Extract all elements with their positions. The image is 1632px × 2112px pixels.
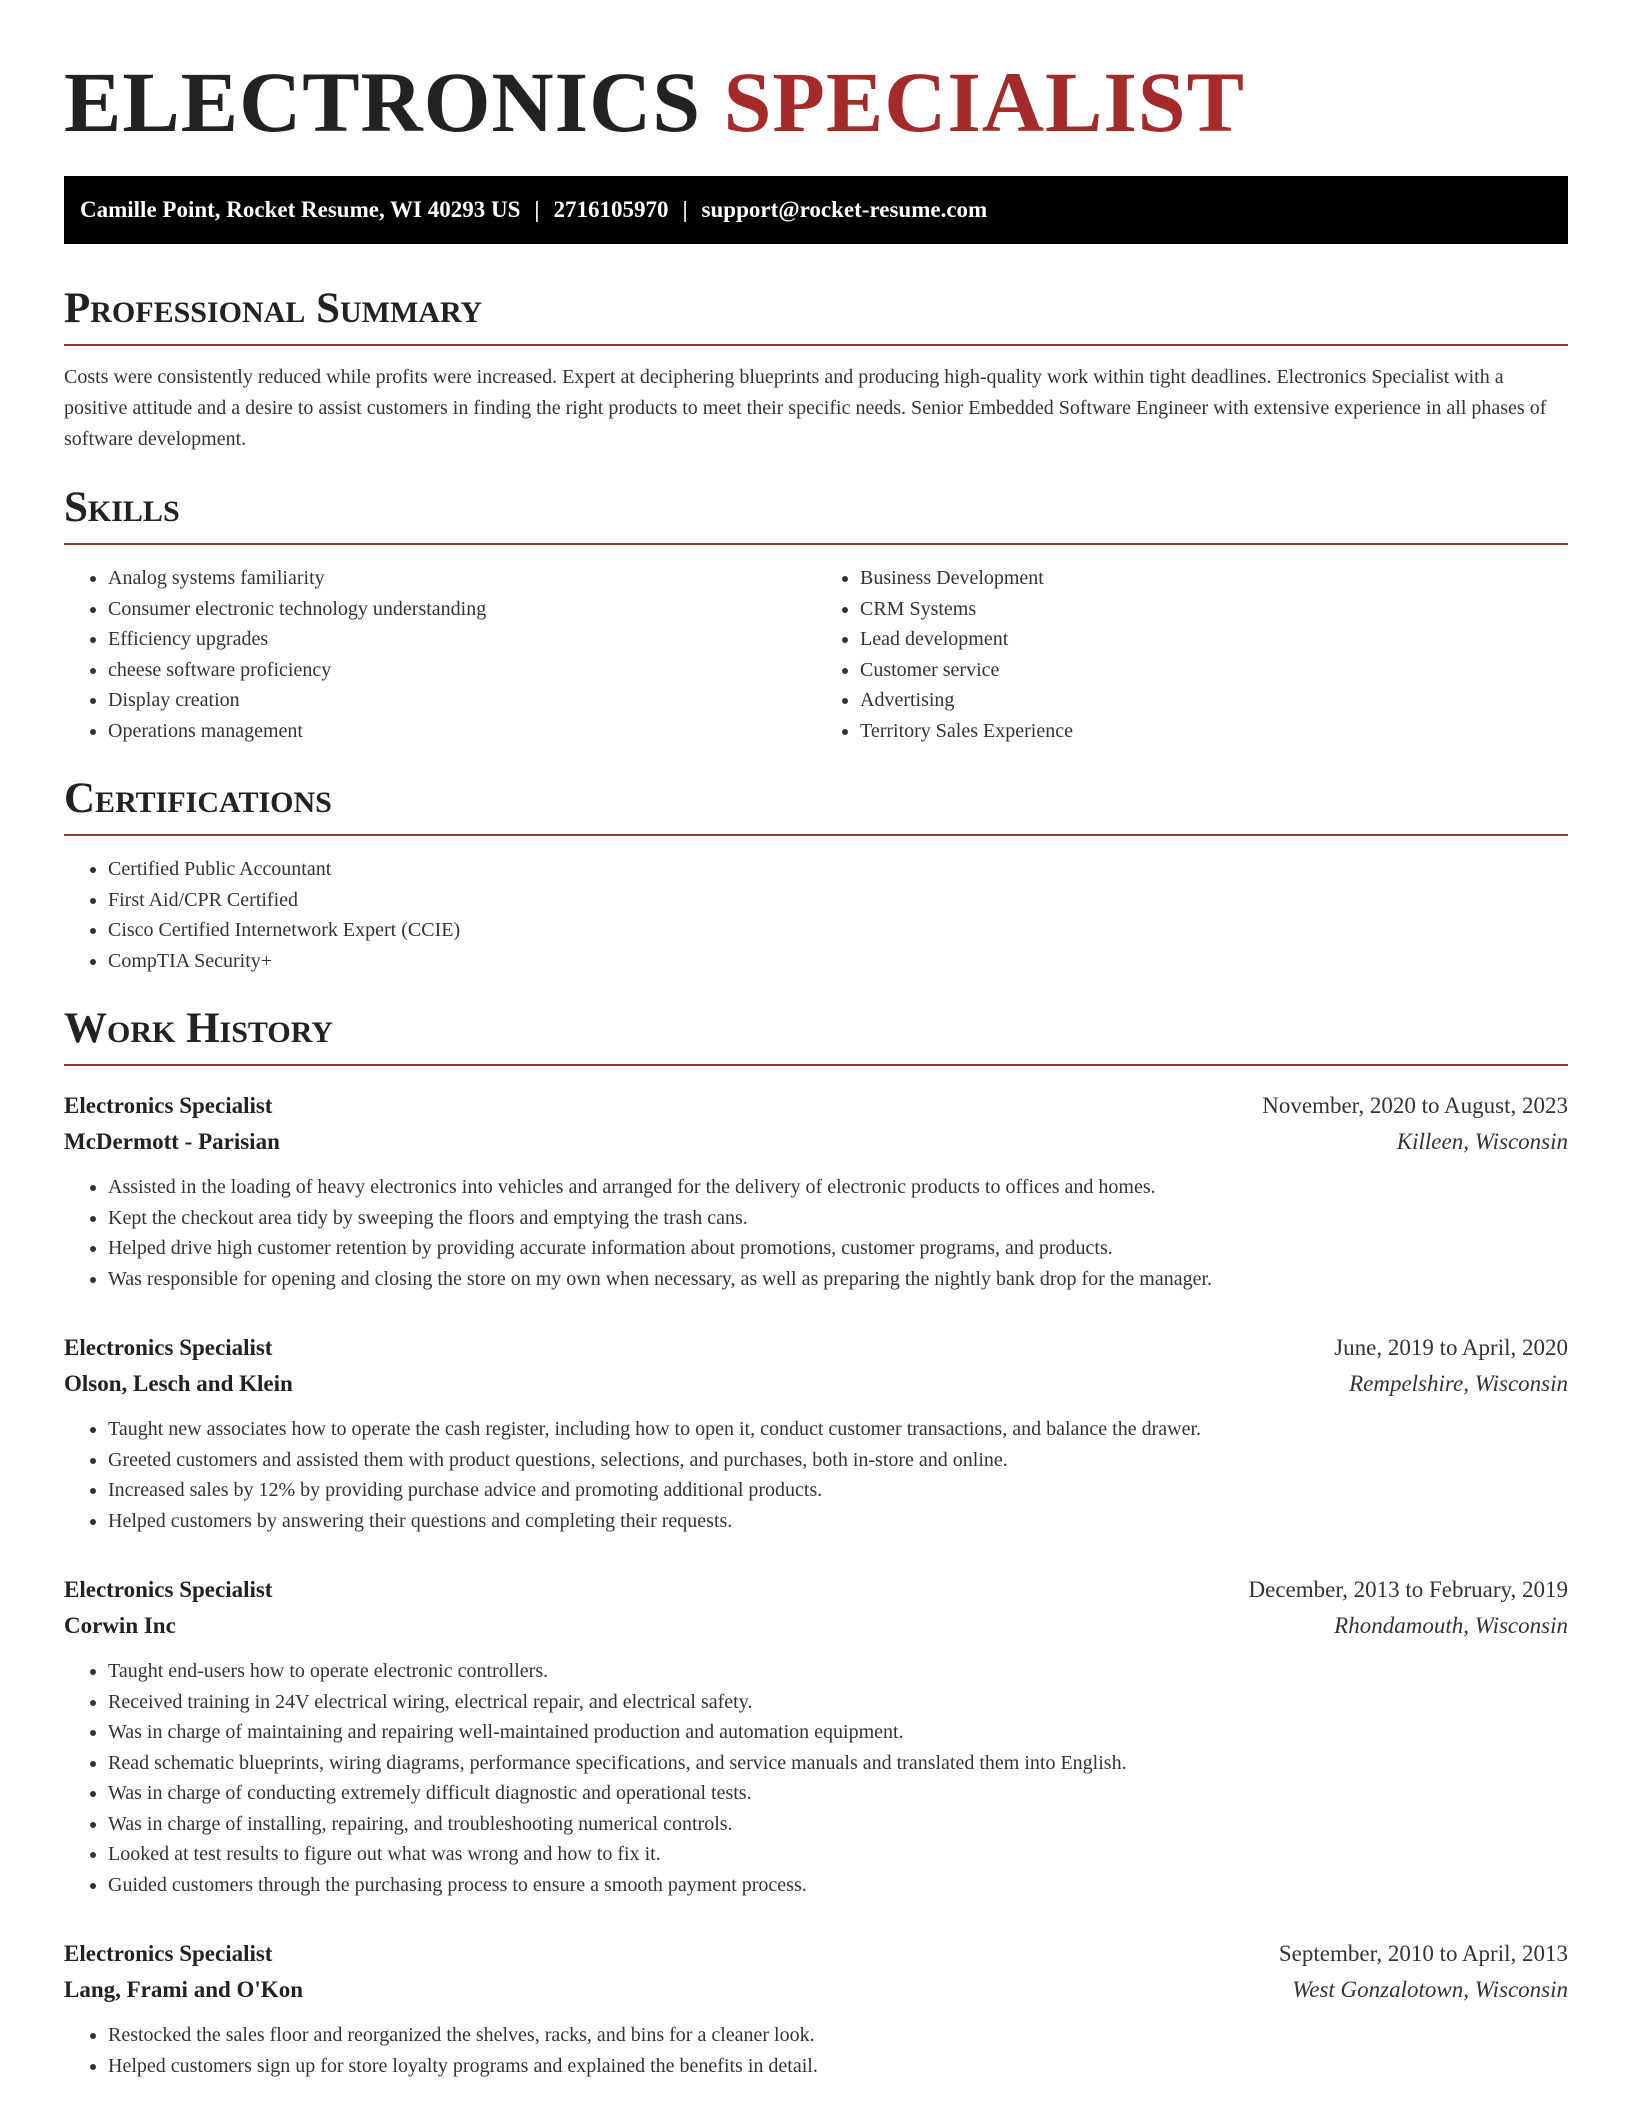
job-bullet: • Taught end-users how to operate electronic controllers. — [108, 1656, 1568, 1687]
job-bullet: • Looked at test results to figure out what was wrong and how to fix it. — [108, 1839, 1568, 1870]
job-bullet: • Assisted in the loading of heavy electronics into vehicles and arranged for the delivery of electronic products to offices and homes. — [108, 1172, 1568, 1203]
job-dates: November, 2020 to August, 2023 — [1262, 1093, 1568, 1118]
job-bullet: • Received training in 24V electrical wiring, electrical repair, and electrical safety. — [108, 1687, 1568, 1718]
contact-separator: | — [534, 197, 540, 222]
resume-name — [64, 52, 1568, 152]
job-bullet: • Helped drive high customer retention by providing accurate information about promotions, customer programs, and products. — [108, 1233, 1568, 1264]
contact-email: support@rocket-resume.com — [701, 197, 988, 222]
certifications-heading: Certifications — [64, 774, 1568, 836]
skill-item: • Customer service — [860, 655, 1568, 686]
job-company: Corwin Inc — [64, 1613, 176, 1638]
skill-item: • Consumer electronic technology understanding — [108, 594, 816, 625]
job-location: Rempelshire, Wisconsin — [1349, 1371, 1568, 1396]
name-second: SPECIALIST — [723, 54, 1245, 150]
certification-item: • First Aid/CPR Certified — [108, 885, 1568, 916]
job-bullets — [64, 2020, 1568, 2081]
skill-item: • CRM Systems — [860, 594, 1568, 625]
job-header-row — [64, 1572, 1568, 1608]
skill-item: • Display creation — [108, 685, 816, 716]
skill-item: • Operations management — [108, 716, 816, 747]
job-header-row — [64, 1088, 1568, 1124]
job-dates: June, 2019 to April, 2020 — [1334, 1335, 1568, 1360]
certification-item: • Cisco Certified Internetwork Expert (CCIE) — [108, 915, 1568, 946]
job-bullet: • Helped customers sign up for store loyalty programs and explained the benefits in detail. — [108, 2051, 1568, 2082]
job-entry — [64, 1572, 1568, 1900]
job-location: Rhondamouth, Wisconsin — [1334, 1613, 1568, 1638]
job-company-row — [64, 1124, 1568, 1160]
job-bullets — [64, 1414, 1568, 1536]
summary-text: Costs were consistently reduced while profits were increased. Expert at deciphering blueprints and producing high-quality work within tight deadlines. Electronics Specialist with a positive attitude and a desire to assist customers in finding the right products to meet their specific needs. Senior Embedded Software Engineer with extensive experience in all phases of software development. — [64, 366, 1547, 450]
skill-item: • Business Development — [860, 563, 1568, 594]
job-company: Lang, Frami and O'Kon — [64, 1977, 303, 2002]
skills-right-list — [816, 563, 1568, 746]
job-location: Killeen, Wisconsin — [1396, 1129, 1568, 1154]
contact-address: Camille Point, Rocket Resume, WI 40293 US — [80, 197, 521, 222]
job-title: Electronics Specialist — [64, 1941, 273, 1966]
job-title: Electronics Specialist — [64, 1093, 273, 1118]
job-title: Electronics Specialist — [64, 1335, 273, 1360]
job-dates: September, 2010 to April, 2013 — [1278, 1941, 1568, 1966]
certification-item: • CompTIA Security+ — [108, 946, 1568, 977]
job-bullet: • Read schematic blueprints, wiring diagrams, performance specifications, and service manuals and translated them into English. — [108, 1748, 1568, 1779]
job-company-row — [64, 1972, 1568, 2008]
job-company-row — [64, 1366, 1568, 1402]
job-bullet: • Was in charge of conducting extremely difficult diagnostic and operational tests. — [108, 1778, 1568, 1809]
skill-item: • Advertising — [860, 685, 1568, 716]
work-history-heading: Work History — [64, 1004, 1568, 1066]
job-bullet: • Was in charge of maintaining and repairing well-maintained production and automation equipment. — [108, 1717, 1568, 1748]
job-bullets — [64, 1172, 1568, 1294]
contact-separator: | — [682, 197, 688, 222]
job-bullet: • Kept the checkout area tidy by sweeping the floors and emptying the trash cans. — [108, 1203, 1568, 1234]
job-bullet: • Increased sales by 12% by providing purchase advice and promoting additional products. — [108, 1475, 1568, 1506]
skill-item: • cheese software proficiency — [108, 655, 816, 686]
job-bullet: • Was responsible for opening and closing the store on my own when necessary, as well as preparing the nightly bank drop for the manager. — [108, 1264, 1568, 1295]
summary-heading: Professional Summary — [64, 284, 1568, 346]
name-first: ELECTRONICS — [64, 54, 702, 150]
contact-bar — [64, 176, 1568, 244]
skills-grid — [64, 545, 1568, 746]
job-company: Olson, Lesch and Klein — [64, 1371, 293, 1396]
skill-item: • Analog systems familiarity — [108, 563, 816, 594]
job-header-row — [64, 1936, 1568, 1972]
job-bullets — [64, 1656, 1568, 1900]
skill-item: • Efficiency upgrades — [108, 624, 816, 655]
job-dates: December, 2013 to February, 2019 — [1248, 1577, 1568, 1602]
contact-phone: 2716105970 — [553, 197, 669, 222]
job-title: Electronics Specialist — [64, 1577, 273, 1602]
job-bullet: • Guided customers through the purchasing process to ensure a smooth payment process. — [108, 1870, 1568, 1901]
job-location: West Gonzalotown, Wisconsin — [1292, 1977, 1568, 2002]
job-bullet: • Greeted customers and assisted them with product questions, selections, and purchases, both in-store and online. — [108, 1445, 1568, 1476]
certification-item: • Certified Public Accountant — [108, 854, 1568, 885]
skill-item: • Lead development — [860, 624, 1568, 655]
job-bullet: • Was in charge of installing, repairing, and troubleshooting numerical controls. — [108, 1809, 1568, 1840]
job-entry — [64, 1330, 1568, 1536]
job-company: McDermott - Parisian — [64, 1129, 280, 1154]
job-entry — [64, 1936, 1568, 2081]
job-header-row — [64, 1330, 1568, 1366]
job-bullet: • Helped customers by answering their questions and completing their requests. — [108, 1506, 1568, 1537]
job-bullet: • Taught new associates how to operate the cash register, including how to open it, conduct customer transactions, and balance the drawer. — [108, 1414, 1568, 1445]
skills-heading: Skills — [64, 483, 1568, 545]
job-entry — [64, 1088, 1568, 1294]
certifications-list — [64, 854, 1568, 976]
job-bullet: • Restocked the sales floor and reorganized the shelves, racks, and bins for a cleaner look. — [108, 2020, 1568, 2051]
job-company-row — [64, 1608, 1568, 1644]
resume-content — [64, 52, 1568, 2081]
skills-left-list — [64, 563, 816, 746]
skill-item: • Territory Sales Experience — [860, 716, 1568, 747]
